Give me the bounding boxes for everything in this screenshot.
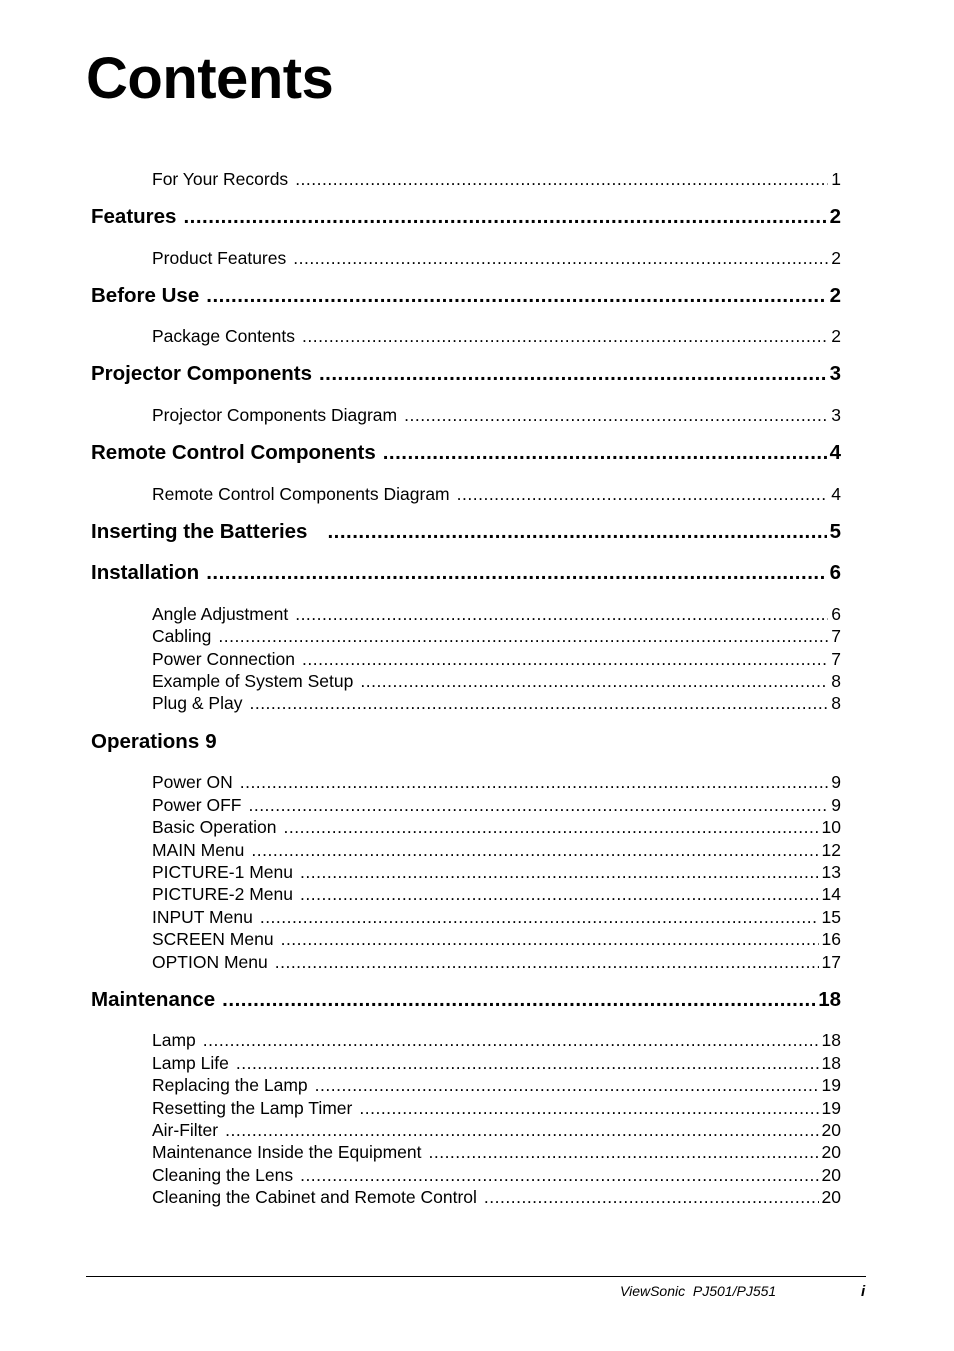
dot-leader [302, 326, 828, 347]
toc-section-page: 3 [829, 362, 841, 385]
toc-entry-page: 8 [831, 693, 841, 713]
dot-leader [293, 248, 828, 269]
toc-entry-page: 2 [831, 326, 841, 346]
dot-leader [295, 604, 828, 625]
toc-entry-picture-1-menu[interactable] [152, 862, 841, 883]
toc-entry-label: For Your Records [152, 169, 289, 189]
dot-leader [249, 693, 828, 714]
dot-leader [240, 772, 829, 793]
toc-entry-page: 17 [821, 952, 841, 972]
dot-leader [315, 1075, 819, 1096]
toc-section-page: 18 [818, 988, 841, 1011]
toc-section-page: 2 [829, 284, 841, 307]
toc-entry-page: 20 [821, 1187, 841, 1207]
toc-section-label: Installation [91, 561, 200, 584]
dot-leader [360, 671, 828, 692]
toc-section-inserting-the-batteries[interactable] [91, 520, 841, 544]
toc-entry-replacing-the-lamp[interactable] [152, 1075, 841, 1096]
toc-section-label: Remote Control Components [91, 441, 376, 464]
toc-section-label: Features [91, 205, 177, 228]
toc-entry-page: 7 [831, 626, 841, 646]
dot-leader [383, 441, 827, 465]
toc-entry-label: Package Contents [152, 326, 296, 346]
toc-entry-page: 6 [831, 604, 841, 624]
dot-leader [248, 795, 828, 816]
footer-brand: ViewSonic PJ501/PJ551 [620, 1283, 777, 1299]
toc-section-page: 5 [829, 520, 841, 543]
toc-entry-page: 16 [821, 929, 841, 949]
dot-leader [260, 907, 819, 928]
toc-entry-angle-adjustment[interactable] [152, 604, 841, 625]
dot-leader [319, 362, 827, 386]
toc-section-operations[interactable] [91, 730, 841, 754]
toc-entry-air-filter[interactable] [152, 1120, 841, 1141]
toc-entry-power-connection[interactable] [152, 649, 841, 670]
dot-leader [300, 862, 819, 883]
toc-section-before-use[interactable] [91, 284, 841, 308]
toc-entry-page: 10 [821, 817, 841, 837]
toc-entry-main-menu[interactable] [152, 840, 841, 861]
toc-entry-page: 2 [831, 248, 841, 268]
toc-entry-for-your-records[interactable] [152, 169, 841, 190]
toc-entry-page: 1 [831, 169, 841, 189]
toc-section-page: 6 [829, 561, 841, 584]
toc-entry-page: 20 [821, 1120, 841, 1140]
toc-entry-cleaning-the-lens[interactable] [152, 1165, 841, 1186]
toc-entry-page: 19 [821, 1075, 841, 1095]
dot-leader [236, 1053, 819, 1074]
toc-entry-picture-2-menu[interactable] [152, 884, 841, 905]
toc-entry-page: 20 [821, 1165, 841, 1185]
toc-entry-label: SCREEN Menu [152, 929, 274, 949]
toc-entry-resetting-the-lamp-timer[interactable] [152, 1098, 841, 1119]
dot-leader [206, 284, 826, 308]
footer-divider [86, 1276, 866, 1277]
toc-section-label: Maintenance [91, 988, 216, 1011]
dot-leader [302, 649, 828, 670]
toc-entry-label: PICTURE-2 Menu [152, 884, 294, 904]
toc-entry-lamp-life[interactable] [152, 1053, 841, 1074]
toc-entry-label: Angle Adjustment [152, 604, 289, 624]
toc-entry-option-menu[interactable] [152, 952, 841, 973]
toc-entry-label: Basic Operation [152, 817, 277, 837]
toc-section-page: 2 [829, 205, 841, 228]
dot-leader [218, 626, 828, 647]
toc-entry-label: MAIN Menu [152, 840, 245, 860]
toc-entry-label: Cleaning the Cabinet and Remote Control [152, 1187, 477, 1207]
toc-entry-page: 3 [831, 405, 841, 425]
toc-entry-page: 20 [821, 1142, 841, 1162]
toc-entry-package-contents[interactable] [152, 326, 841, 347]
toc-entry-power-off[interactable] [152, 795, 841, 816]
dot-leader [327, 520, 826, 544]
toc-entry-page: 14 [821, 884, 841, 904]
toc-entry-maintenance-inside-the-equipment[interactable] [152, 1142, 841, 1163]
toc-entry-input-menu[interactable] [152, 907, 841, 928]
toc-entry-page: 15 [821, 907, 841, 927]
toc-entry-power-on[interactable] [152, 772, 841, 793]
dot-leader [222, 988, 815, 1012]
toc-entry-label: Resetting the Lamp Timer [152, 1098, 353, 1118]
toc-section-label: Inserting the Batteries [91, 520, 308, 543]
toc-entry-label: Power Connection [152, 649, 295, 669]
toc-section-installation[interactable] [91, 561, 841, 585]
toc-section-label: Projector Components [91, 362, 312, 385]
toc-entry-label: Power ON [152, 772, 233, 792]
toc-entry-projector-components-diagram[interactable] [152, 405, 841, 426]
toc-entry-label: Plug & Play [152, 693, 243, 713]
dot-leader [300, 884, 819, 905]
toc-entry-remote-control-components-diagram[interactable] [152, 484, 841, 505]
toc-section-label: Operations [91, 730, 200, 753]
toc-entry-page: 4 [831, 484, 841, 504]
toc-entry-page: 12 [821, 840, 841, 860]
toc-section-features[interactable] [91, 205, 841, 229]
toc-section-page: 9 [205, 730, 217, 753]
toc-entry-screen-menu[interactable] [152, 929, 841, 950]
toc-section-page: 4 [829, 441, 841, 464]
toc-entry-page: 19 [821, 1098, 841, 1118]
toc-entry-label: Replacing the Lamp [152, 1075, 308, 1095]
dot-leader [484, 1187, 819, 1208]
toc-section-remote-control-components[interactable] [91, 441, 841, 465]
toc-entry-label: Cleaning the Lens [152, 1165, 294, 1185]
toc-entry-cleaning-the-cabinet-and-remote-control[interactable] [152, 1187, 841, 1208]
toc-section-projector-components[interactable] [91, 362, 841, 386]
dot-leader [284, 817, 819, 838]
toc-entry-basic-operation[interactable] [152, 817, 841, 838]
dot-leader [457, 484, 829, 505]
toc-entry-label: Projector Components Diagram [152, 405, 398, 425]
dot-leader [251, 840, 818, 861]
toc-entry-page: 9 [831, 772, 841, 792]
toc-entry-page: 18 [821, 1053, 841, 1073]
dot-leader [183, 205, 826, 229]
dot-leader [295, 169, 828, 190]
toc-entry-page: 18 [821, 1030, 841, 1050]
dot-leader [300, 1165, 818, 1186]
toc-entry-cabling[interactable] [152, 626, 841, 647]
toc-entry-product-features[interactable] [152, 248, 841, 269]
dot-leader [203, 1030, 819, 1051]
toc-entry-label: INPUT Menu [152, 907, 253, 927]
footer-page-number: i [861, 1283, 866, 1300]
toc-entry-page: 9 [831, 795, 841, 815]
dot-leader [428, 1142, 818, 1163]
page-title: Contents [86, 46, 334, 111]
dot-leader [275, 952, 819, 973]
toc-entry-lamp[interactable] [152, 1030, 841, 1051]
dot-leader [359, 1098, 818, 1119]
toc-entry-page: 7 [831, 649, 841, 669]
toc-entry-label: Air-Filter [152, 1120, 219, 1140]
toc-entry-label: Power OFF [152, 795, 242, 815]
toc-entry-page: 13 [821, 862, 841, 882]
toc-entry-label: Maintenance Inside the Equipment [152, 1142, 422, 1162]
dot-leader [225, 1120, 818, 1141]
dot-leader [206, 561, 826, 585]
dot-leader [404, 405, 828, 426]
toc-entry-label: Example of System Setup [152, 671, 354, 691]
toc-entry-label: Remote Control Components Diagram [152, 484, 450, 504]
toc-entry-label: Lamp [152, 1030, 196, 1050]
toc-entry-label: Cabling [152, 626, 212, 646]
toc-entry-label: OPTION Menu [152, 952, 268, 972]
toc-entry-page: 8 [831, 671, 841, 691]
toc-section-label: Before Use [91, 284, 200, 307]
toc-entry-label: PICTURE-1 Menu [152, 862, 294, 882]
toc-entry-plug-and-play[interactable] [152, 693, 841, 714]
toc-section-maintenance[interactable] [91, 988, 841, 1012]
dot-leader [281, 929, 819, 950]
toc-entry-label: Lamp Life [152, 1053, 229, 1073]
toc-entry-example-of-system-setup[interactable] [152, 671, 841, 692]
toc-entry-label: Product Features [152, 248, 287, 268]
